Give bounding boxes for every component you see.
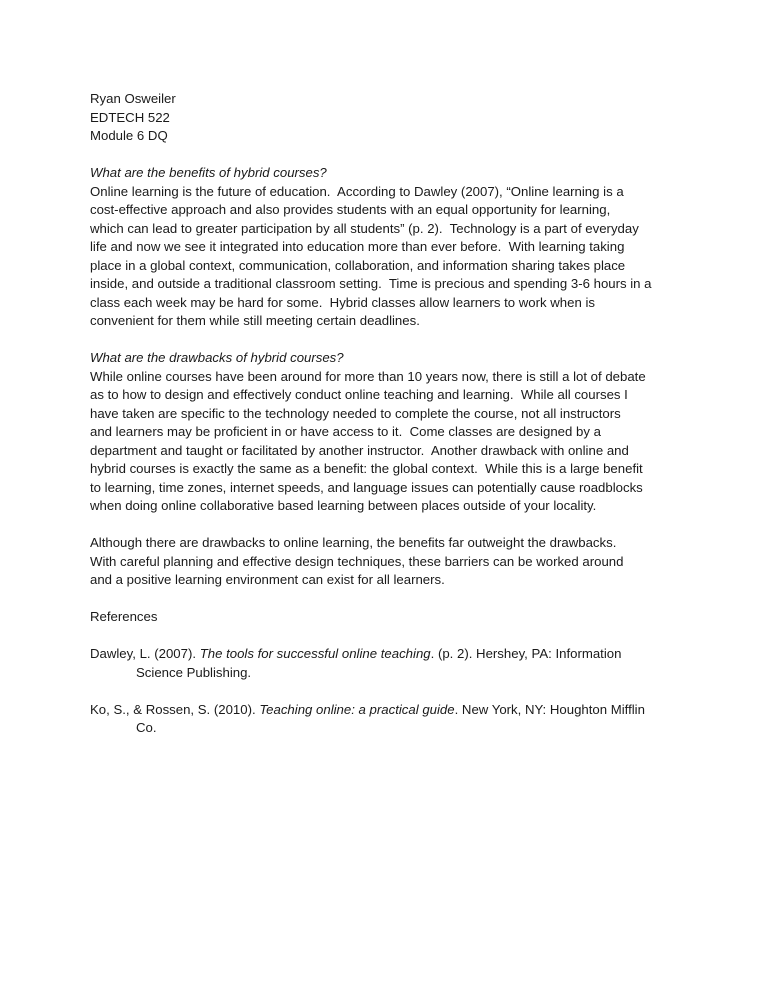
assignment-title: Module 6 DQ	[90, 128, 168, 143]
references-section	[90, 608, 690, 738]
drawbacks-section	[90, 349, 690, 516]
reference-continuation: Co.	[136, 720, 157, 735]
paragraph-line: life and now we see it integrated into education more than ever before. With learning taking	[90, 239, 625, 254]
paragraph-line: inside, and outside a traditional classroom setting. Time is precious and spending 3-6 hours in a	[90, 276, 652, 291]
spacer	[90, 146, 690, 165]
paragraph-line: hybrid courses is exactly the same as a benefit: the global context. While this is a large benefit	[90, 461, 643, 476]
author-name: Ryan Osweiler	[90, 91, 176, 106]
reference-title: The tools for successful online teaching	[199, 646, 431, 661]
spacer	[90, 516, 690, 535]
paragraph-line: While online courses have been around for more than 10 years now, there is still a lot of debate	[90, 368, 646, 384]
references-heading: References	[90, 609, 158, 624]
paragraph-line: class each week may be hard for some. Hybrid classes allow learners to work when is	[90, 294, 595, 310]
paragraph-line: to learning, time zones, internet speeds, and language issues can potentially cause roadblocks	[90, 479, 643, 495]
reference-details: . New York, NY: Houghton Mifflin	[454, 701, 645, 717]
paragraph-line: place in a global context, communication, collaboration, and information sharing takes place	[90, 257, 626, 273]
paragraph-line: With careful planning and effective design techniques, these barriers can be worked around	[90, 553, 624, 569]
course-code: EDTECH 522	[90, 109, 170, 125]
paragraph-line: Although there are drawbacks to online learning, the benefits far outweight the drawbacks.	[90, 535, 617, 550]
reference-title: Teaching online: a practical guide	[259, 701, 455, 717]
paragraph-line: as to how to design and effectively conduct online teaching and learning. While all courses I	[90, 387, 628, 402]
spacer	[90, 590, 690, 609]
reference-entry	[90, 645, 690, 682]
paragraph-line: Online learning is the future of education. According to Dawley (2007), “Online learning is a	[90, 183, 624, 199]
paragraph-line: which can lead to greater participation by all students” (p. 2). Technology is a part of everyday	[90, 220, 639, 236]
benefits-question: What are the benefits of hybrid courses?	[90, 165, 327, 180]
paragraph-line: cost-effective approach and also provides students with an equal opportunity for learning,	[90, 202, 611, 217]
spacer	[90, 331, 690, 350]
conclusion-section	[90, 534, 690, 590]
reference-continuation: Science Publishing.	[136, 664, 252, 680]
spacer	[90, 627, 690, 646]
document-page	[90, 90, 690, 738]
drawbacks-question: What are the drawbacks of hybrid courses?	[90, 350, 344, 365]
paragraph-line: have taken are specific to the technology needed to complete the course, not all instructors	[90, 405, 621, 421]
paragraph-line: department and taught or facilitated by another instructor. Another drawback with online and	[90, 442, 629, 458]
paragraph-line: and learners may be proficient in or have access to it. Come classes are designed by a	[90, 424, 601, 439]
author-header	[90, 90, 690, 146]
reference-details: . (p. 2). Hershey, PA: Information	[430, 646, 622, 661]
paragraph-line: convenient for them while still meeting certain deadlines.	[90, 313, 420, 328]
benefits-section	[90, 164, 690, 331]
paragraph-line: when doing online collaborative based learning between places outside of your locality.	[90, 498, 597, 513]
reference-entry	[90, 701, 690, 738]
reference-authors: Dawley, L. (2007).	[90, 646, 200, 661]
reference-authors: Ko, S., & Rossen, S. (2010).	[90, 701, 260, 717]
paragraph-line: and a positive learning environment can exist for all learners.	[90, 572, 445, 587]
spacer	[90, 682, 690, 701]
